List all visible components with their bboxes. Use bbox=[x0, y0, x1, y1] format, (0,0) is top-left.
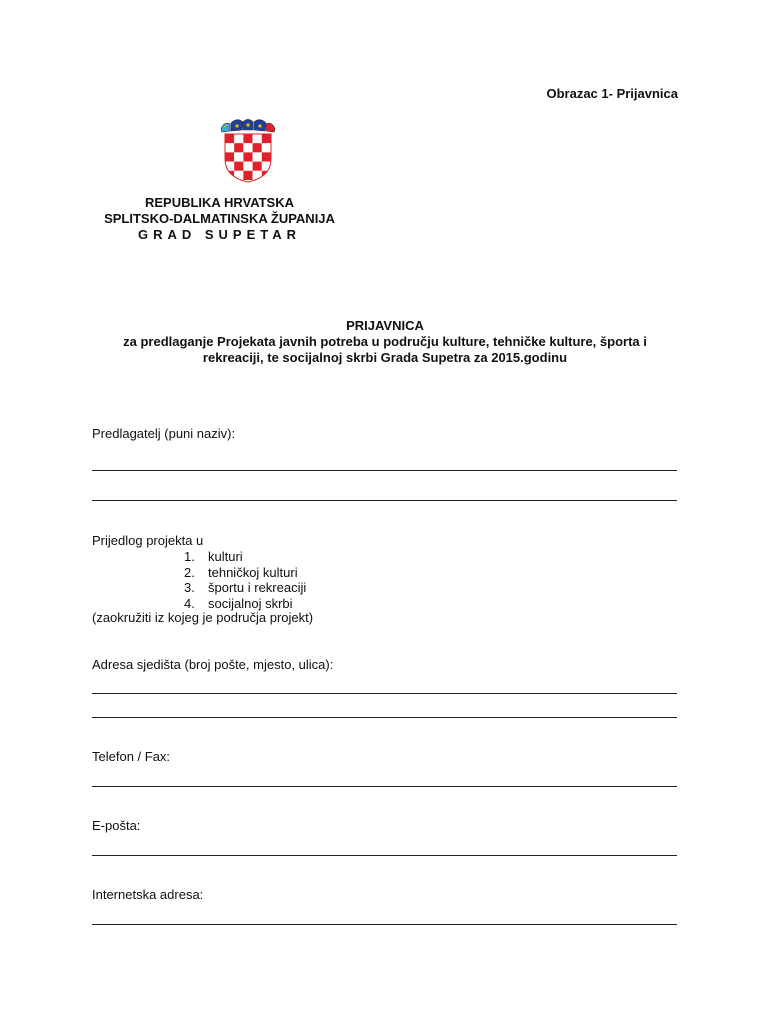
list-item[interactable]: 1. kulturi bbox=[184, 549, 243, 564]
project-note: (zaokružiti iz kojeg je područja projekt) bbox=[92, 610, 314, 625]
project-label: Prijedlog projekta u bbox=[92, 533, 204, 548]
proposer-label: Predlagatelj (puni naziv): bbox=[92, 426, 236, 441]
proposer-line-1[interactable] bbox=[92, 470, 677, 471]
proposer-line-2[interactable] bbox=[92, 500, 677, 501]
phone-label: Telefon / Fax: bbox=[92, 749, 171, 764]
address-line-2[interactable] bbox=[92, 717, 677, 718]
option-sport: športu i rekreaciji bbox=[208, 580, 307, 595]
form-id: Obrazac 1- Prijavnica bbox=[546, 86, 678, 101]
issuer-country: REPUBLIKA HRVATSKA bbox=[144, 195, 295, 210]
form-heading: PRIJAVNICA bbox=[346, 318, 424, 333]
issuer-block bbox=[92, 195, 347, 243]
email-label: E-pošta: bbox=[92, 818, 141, 833]
address-label: Adresa sjedišta (broj pošte, mjesto, ulica): bbox=[92, 657, 334, 672]
form-subtitle-line2: rekreaciji, te socijalnoj skrbi Grada Supetra za 2015.godinu bbox=[202, 350, 568, 365]
project-options-list bbox=[184, 549, 306, 611]
option-culture: kulturi bbox=[208, 549, 243, 564]
web-line[interactable] bbox=[92, 924, 677, 925]
form-title-block bbox=[92, 318, 678, 366]
coat-of-arms-icon bbox=[219, 117, 277, 183]
issuer-city: GRAD SUPETAR bbox=[137, 227, 302, 242]
form-subtitle-line1: za predlaganje Projekata javnih potreba u području kulture, tehničke kulture, športa i bbox=[123, 334, 647, 349]
list-item[interactable]: 4. socijalnoj skrbi bbox=[184, 595, 293, 611]
issuer-county: SPLITSKO-DALMATINSKA ŽUPANIJA bbox=[104, 211, 335, 226]
option-technical-culture: tehničkoj kulturi bbox=[208, 564, 298, 580]
list-item[interactable]: 3. športu i rekreaciji bbox=[184, 580, 307, 595]
phone-line[interactable] bbox=[92, 786, 677, 787]
list-item[interactable]: 2. tehničkoj kulturi bbox=[184, 564, 298, 580]
email-line[interactable] bbox=[92, 855, 677, 856]
web-label: Internetska adresa: bbox=[92, 887, 204, 902]
address-line-1[interactable] bbox=[92, 693, 677, 694]
option-social-care: socijalnoj skrbi bbox=[208, 595, 293, 611]
